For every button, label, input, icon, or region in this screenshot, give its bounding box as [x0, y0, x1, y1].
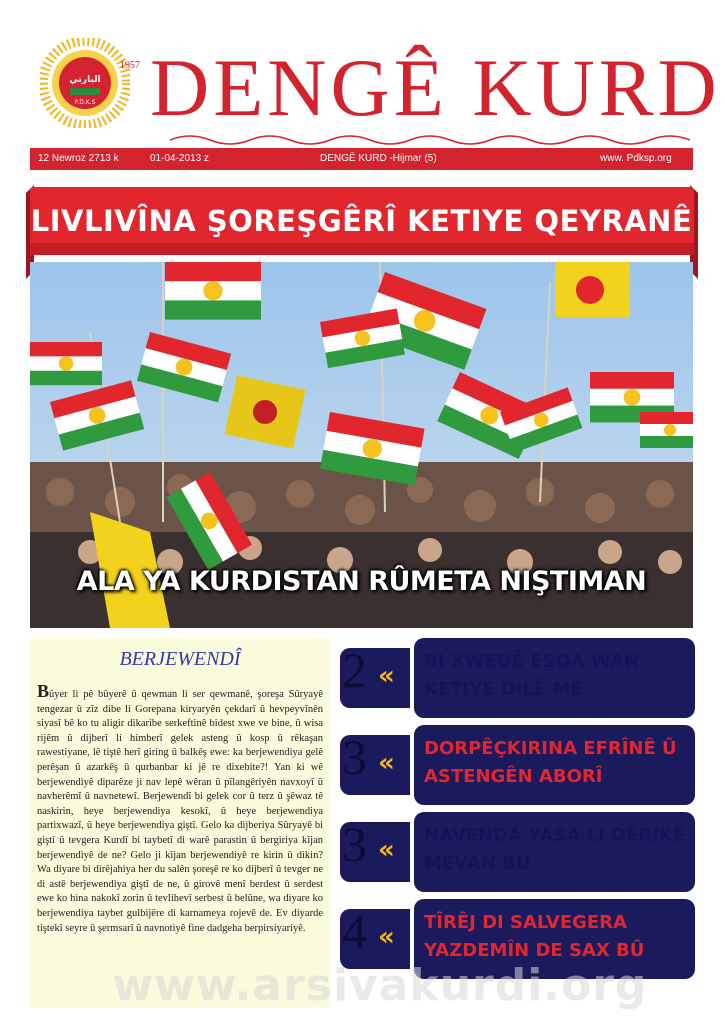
editorial-heading: BERJEWENDÎ — [119, 648, 241, 670]
ornament-divider — [170, 130, 690, 146]
kurdish-date: 12 Newroz 2713 k — [38, 153, 119, 164]
logo-arabic: البارتي — [69, 75, 101, 85]
teaser-title: DORPÊÇKIRINA EFRÎNÊ Û ASTENGÊN ABORÎ — [424, 738, 677, 787]
teaser-item[interactable] — [340, 812, 695, 892]
page-number: 3 — [342, 816, 367, 872]
arrow-icon: « — [378, 661, 395, 691]
editorial-body: Bûyer li pê bûyerê û qewman li ser qewmanê, şoreşa Sûryayê tengezar û zîz dibe li Gorepana kiryaryên çekdarî û hevpeyvînên siyasî bê ko tu aligir dikaribe serkeftinê bidest xwe ve bine, û wisa rijêm û dijberî li himberî gelek asteng û kosp û rêkaşan rawestiyane, lê tiştê herî giring û balkêş ewe: ka berjewendiya gelê perêşan û azarkêş û qurbanbar ki jê re dixebite?! Yan ki wê berjewendiyê diparêze ji nav lepê wêran û pîlangêriyên navxoyî û navherêmî û navnetewî. Berjewendî bi gelek cor û terz û şêwaz tê naskirin, heye berjewendiya kesokî, û heye berjewendiya partixwazî, û heye berjewendiya giştî. Gelo ka dijberiya Sûryayê bi giştî û tevgera Kurdî bi taybetî di warê parastin û bergiriya kîjan berjewendiyê de ne? Gelo ji kîjan berjewendiyê re kirin û dikin? Wa diyare bi dirêjahiya her du salên şoreşê re ko dijberî û tevger ne di astê berjewendiya giştî de ne, û girovê menî berdest û serdest ewe ko hina nakokî zorin û tevlihevî serbest û belûne, wa diyare ko berjewendiya taybet gulbijêre di karnameya rojevê de. Ev diyarde tiştekî seyre û şermsarî û navnotiyê fine dadgeha berpirsiyariyê. — [37, 681, 323, 934]
teaser-title: BI XWEDÊ EŞQA WAN KETIYE DILÊ ME — [424, 651, 640, 700]
issue-info-bar — [30, 148, 693, 170]
website-link[interactable]: www. Pdksp.org — [600, 153, 672, 164]
logo-abbrev: P.D.K.S — [74, 99, 96, 106]
teaser-title: NAVENDA YASA LI DÊRIKÊ MÊVAN BÛ — [424, 825, 686, 874]
editorial-column — [30, 638, 330, 1008]
newspaper-title: DENGÊ KURD — [150, 42, 721, 133]
teaser-title: TÎRÊJ DI SALVEGERA YAZDEMÎN DE SAX BÛ — [424, 912, 645, 961]
pdks-logo — [40, 38, 140, 128]
page-number: 4 — [342, 903, 367, 959]
page-number: 3 — [342, 729, 367, 785]
watermark: www.arsivakurdi.org — [112, 960, 648, 1011]
gregorian-date: 01-04-2013 z — [150, 153, 209, 164]
arrow-icon: « — [378, 835, 395, 865]
issue-number: DENGÊ KURD -Hijmar (5) — [320, 153, 437, 164]
teaser-item[interactable] — [340, 638, 695, 718]
arrow-icon: « — [378, 748, 395, 778]
founding-year: 1957 — [120, 60, 140, 71]
page-number: 2 — [342, 642, 367, 698]
main-headline: LIVLIVÎNA ŞOREŞGÊRÎ KETIYE QEYRANÊ — [30, 204, 693, 238]
photo-caption: ALA YA KURDISTAN RÛMETA NIŞTIMAN — [76, 566, 647, 597]
arrow-icon: « — [378, 922, 395, 952]
teaser-item[interactable] — [340, 725, 695, 805]
